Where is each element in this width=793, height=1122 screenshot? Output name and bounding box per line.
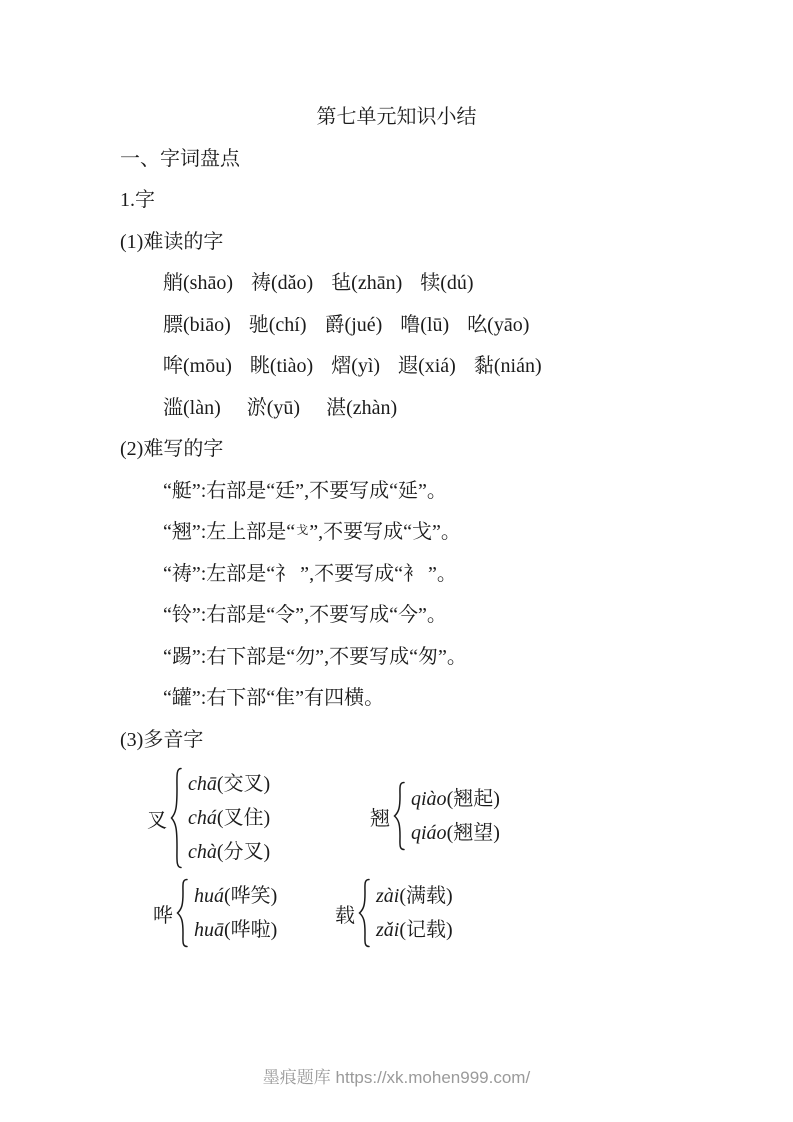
reading-item <box>376 879 453 913</box>
reading-item <box>411 782 500 816</box>
reading-item <box>411 816 500 850</box>
pinyin: chā <box>188 773 217 795</box>
character-pinyin-item: 黏(nián) <box>473 355 542 378</box>
character-pinyin-item: 驰(chí) <box>248 313 307 336</box>
polyphone-character: 翘 <box>370 807 390 830</box>
character-pinyin-item: 湛(zhàn) <box>326 396 398 419</box>
reading-item <box>188 767 270 801</box>
character-pinyin-item: 膘(biāo) <box>163 313 231 336</box>
brace-icon <box>357 878 371 948</box>
example-word: (哗笑) <box>224 885 278 907</box>
polyphone-character: 载 <box>335 904 355 927</box>
character-pinyin-item: 艄(shāo) <box>163 272 233 295</box>
example-word: (分叉) <box>216 841 271 863</box>
subsection-heading-zi: 1.字 <box>120 189 155 212</box>
hard-write-note: “罐”:右下部“隹”有四横。 <box>163 687 385 710</box>
pinyin: qiáo <box>411 822 447 844</box>
example-word: (翘起) <box>446 788 500 810</box>
example-word: (哗啦) <box>224 919 278 941</box>
hard-read-row <box>120 343 793 385</box>
page-title: 第七单元知识小结 <box>316 106 477 129</box>
hard-write-note: “踢”:右下部是“勿”,不要写成“匆”。 <box>163 645 467 668</box>
example-word: (记载) <box>399 919 453 941</box>
reading-item <box>188 835 270 869</box>
pinyin: zài <box>376 885 400 907</box>
reading-item <box>188 801 270 835</box>
character-pinyin-item: 眺(tiào) <box>249 355 314 378</box>
polyphones-area <box>120 758 793 1000</box>
polyphone-group-zai <box>335 878 453 948</box>
polyphone-group-hua <box>153 878 277 948</box>
polyphone-character: 叉 <box>147 809 167 832</box>
readings-column <box>411 782 500 850</box>
pinyin: qiào <box>411 788 447 810</box>
hard-write-note: “祷”:左部是“礻 ”,不要写成“衤 ”。 <box>163 562 457 585</box>
polyphones-label: (3)多音字 <box>120 728 204 751</box>
character-pinyin-item: 祷(dǎo) <box>250 272 314 295</box>
section-heading-word-inventory: 一、字词盘点 <box>120 147 240 170</box>
reading-item <box>376 913 453 947</box>
example-word: (满载) <box>399 885 453 907</box>
example-word: (交叉) <box>216 773 271 795</box>
character-pinyin-item: 吆(yāo) <box>467 313 530 336</box>
brace-icon <box>175 878 189 948</box>
readings-column <box>194 879 277 947</box>
footer-watermark: 墨痕题库 https://xk.mohen999.com/ <box>262 1068 531 1087</box>
polyphone-group-cha <box>147 767 270 869</box>
note-text-post: ”,不要写成“戈”。 <box>309 521 461 544</box>
pinyin: huā <box>194 919 224 941</box>
hard-read-label: (1)难读的字 <box>120 230 224 253</box>
character-pinyin-item: 爵(jué) <box>324 313 383 336</box>
hard-write-label: (2)难写的字 <box>120 438 224 461</box>
character-pinyin-item: 噜(lū) <box>400 313 450 336</box>
character-pinyin-item: 滥(làn) <box>163 396 221 419</box>
component-glyph: 戈 <box>296 522 309 537</box>
hard-write-note-qiao <box>120 509 793 551</box>
readings-column <box>188 767 270 869</box>
pinyin: chá <box>188 807 217 829</box>
character-pinyin-item: 淤(yū) <box>246 396 301 419</box>
reading-item <box>194 879 277 913</box>
hard-write-note: “铃”:右部是“令”,不要写成“今”。 <box>163 604 447 627</box>
pinyin: zǎi <box>376 919 400 941</box>
brace-icon <box>169 767 183 869</box>
example-word: (翘望) <box>446 822 500 844</box>
polyphone-character: 哗 <box>153 904 173 927</box>
character-pinyin-item: 毡(zhān) <box>331 272 403 295</box>
hard-write-note: “艇”:右部是“廷”,不要写成“延”。 <box>163 479 447 502</box>
pinyin: chà <box>188 841 217 863</box>
brace-icon <box>392 781 406 851</box>
hard-read-row <box>120 260 793 302</box>
character-pinyin-item: 熠(yì) <box>331 355 381 378</box>
reading-item <box>194 913 277 947</box>
polyphone-group-qiao <box>370 781 500 851</box>
character-pinyin-item: 遐(xiá) <box>398 355 456 378</box>
character-pinyin-item: 犊(dú) <box>420 272 474 295</box>
example-word: (叉住) <box>216 807 271 829</box>
hard-read-row <box>120 302 793 344</box>
pinyin: huá <box>194 885 224 907</box>
character-pinyin-item: 哞(mōu) <box>163 355 232 378</box>
note-text-pre: “翘”:左上部是“ <box>163 521 296 544</box>
readings-column <box>376 879 453 947</box>
hard-read-row <box>120 385 793 427</box>
